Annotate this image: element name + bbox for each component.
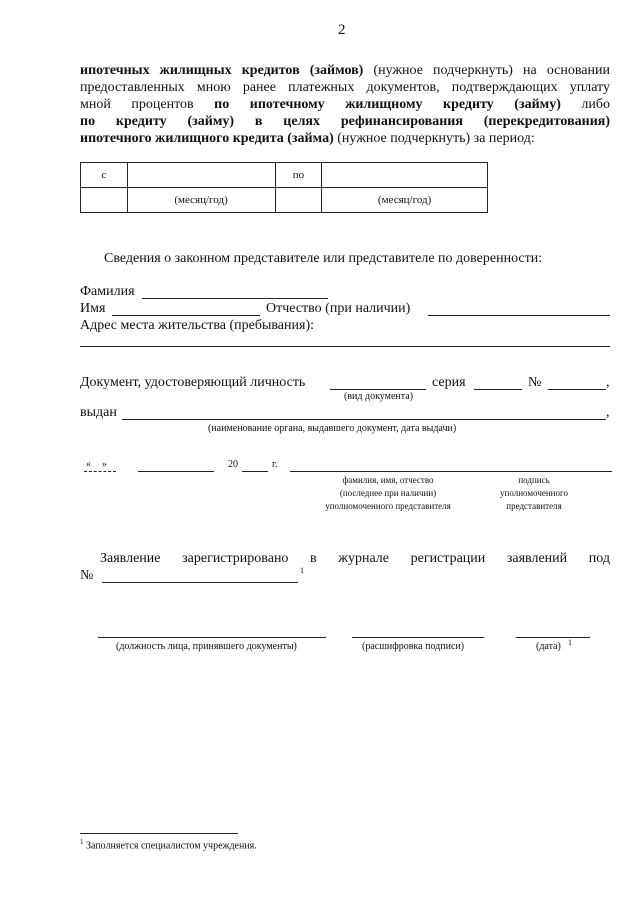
representative-name-signature-field[interactable] <box>290 471 612 472</box>
date-caption: (дата) <box>536 641 561 652</box>
intro-line-3 <box>80 96 610 113</box>
comma: , <box>606 375 610 390</box>
date-quote-open: « <box>86 459 91 470</box>
period-from-label: с <box>81 163 128 188</box>
registration-number-label: № <box>80 568 94 583</box>
year-prefix: 20 <box>228 459 238 470</box>
intro-bold-1: ипотечных жилищных кредитов (займов) <box>80 63 364 78</box>
year-field[interactable] <box>242 471 268 472</box>
doc-type-caption: (вид документа) <box>344 391 414 402</box>
signature-caption <box>484 474 584 513</box>
patronymic-label: Отчество (при наличии) <box>266 301 411 316</box>
intro-text-5: (нужное подчеркнуть) за период: <box>333 131 535 146</box>
signature-decode-field[interactable] <box>352 637 484 638</box>
address-field[interactable] <box>80 346 610 347</box>
signature-decode-caption: (расшифровка подписи) <box>362 641 465 652</box>
intro-bold-4: по кредиту (займу) в целях рефинансирования (перекредитования) <box>80 114 610 129</box>
issued-field[interactable] <box>122 419 606 420</box>
id-doc-label: Документ, удостоверяющий личность <box>80 375 306 390</box>
period-to-label: по <box>275 163 322 188</box>
intro-line-5 <box>80 130 610 147</box>
registration-number-field[interactable] <box>102 582 298 583</box>
sign-caption-line-1: подпись <box>518 475 550 485</box>
name-caption <box>298 474 478 513</box>
name-caption-line-2: (последнее при наличии) <box>339 488 437 498</box>
registration-footnote-mark: 1 <box>300 566 304 575</box>
surname-label: Фамилия <box>80 284 135 299</box>
comma: , <box>606 405 610 420</box>
number-field[interactable] <box>548 389 606 390</box>
date-footnote-mark: 1 <box>568 638 572 647</box>
period-from-input[interactable] <box>127 163 275 188</box>
sign-caption-line-3: представителя <box>506 501 562 511</box>
name-caption-line-3: уполномоченного представителя <box>325 501 451 511</box>
issued-label: выдан <box>80 405 117 420</box>
id-doc-type-field[interactable] <box>330 389 426 390</box>
month-field[interactable] <box>138 471 214 472</box>
sign-caption-line-2: уполномоченного <box>500 488 568 498</box>
series-field[interactable] <box>474 389 522 390</box>
period-empty-cell <box>81 188 128 213</box>
name-field[interactable] <box>112 315 260 316</box>
patronymic-field[interactable] <box>428 315 610 316</box>
period-from-caption: (месяц/год) <box>127 188 275 213</box>
position-caption: (должность лица, принявшего документы) <box>116 641 297 652</box>
intro-line-1 <box>80 62 610 79</box>
footnote-mark: 1 <box>80 838 84 846</box>
period-empty-cell <box>275 188 322 213</box>
intro-text-3a: мной процентов <box>80 97 215 112</box>
date-quote-close: » <box>102 459 107 470</box>
intro-line-4 <box>80 113 610 130</box>
footnote-text: Заполняется специалистом учреждения. <box>86 840 257 852</box>
position-field[interactable] <box>98 637 326 638</box>
name-caption-line-1: фамилия, имя, отчество <box>342 475 434 485</box>
intro-bold-3: по ипотечному жилищному кредиту (займу) <box>214 97 561 112</box>
footnote <box>80 838 257 851</box>
footnote-rule <box>80 833 238 834</box>
page-number: 2 <box>338 22 346 38</box>
day-field[interactable] <box>84 471 116 472</box>
intro-bold-5: ипотечного жилищного кредита (займа) <box>80 131 334 146</box>
name-label: Имя <box>80 301 106 316</box>
series-label: серия <box>432 375 466 390</box>
issuer-caption: (наименование органа, выдавшего документ, дата выдачи) <box>208 423 457 434</box>
surname-field[interactable] <box>142 298 328 299</box>
intro-text-1: (нужное подчеркнуть) на основании <box>363 63 610 78</box>
period-table <box>80 162 488 213</box>
year-suffix: г. <box>272 459 278 470</box>
date-field[interactable] <box>516 637 590 638</box>
intro-line-2: предоставленных мною ранее платежных документов, подтверждающих уплату <box>80 80 610 95</box>
address-label: Адрес места жительства (пребывания): <box>80 318 315 333</box>
registration-text: Заявление зарегистрировано в журнале регистрации заявлений под <box>100 551 610 566</box>
period-to-caption: (месяц/год) <box>322 188 488 213</box>
intro-paragraph <box>80 62 610 147</box>
period-to-input[interactable] <box>322 163 488 188</box>
representative-heading: Сведения о законном представителе или представителе по доверенности: <box>104 251 543 266</box>
number-label: № <box>528 375 542 390</box>
intro-text-3b: либо <box>560 97 610 112</box>
